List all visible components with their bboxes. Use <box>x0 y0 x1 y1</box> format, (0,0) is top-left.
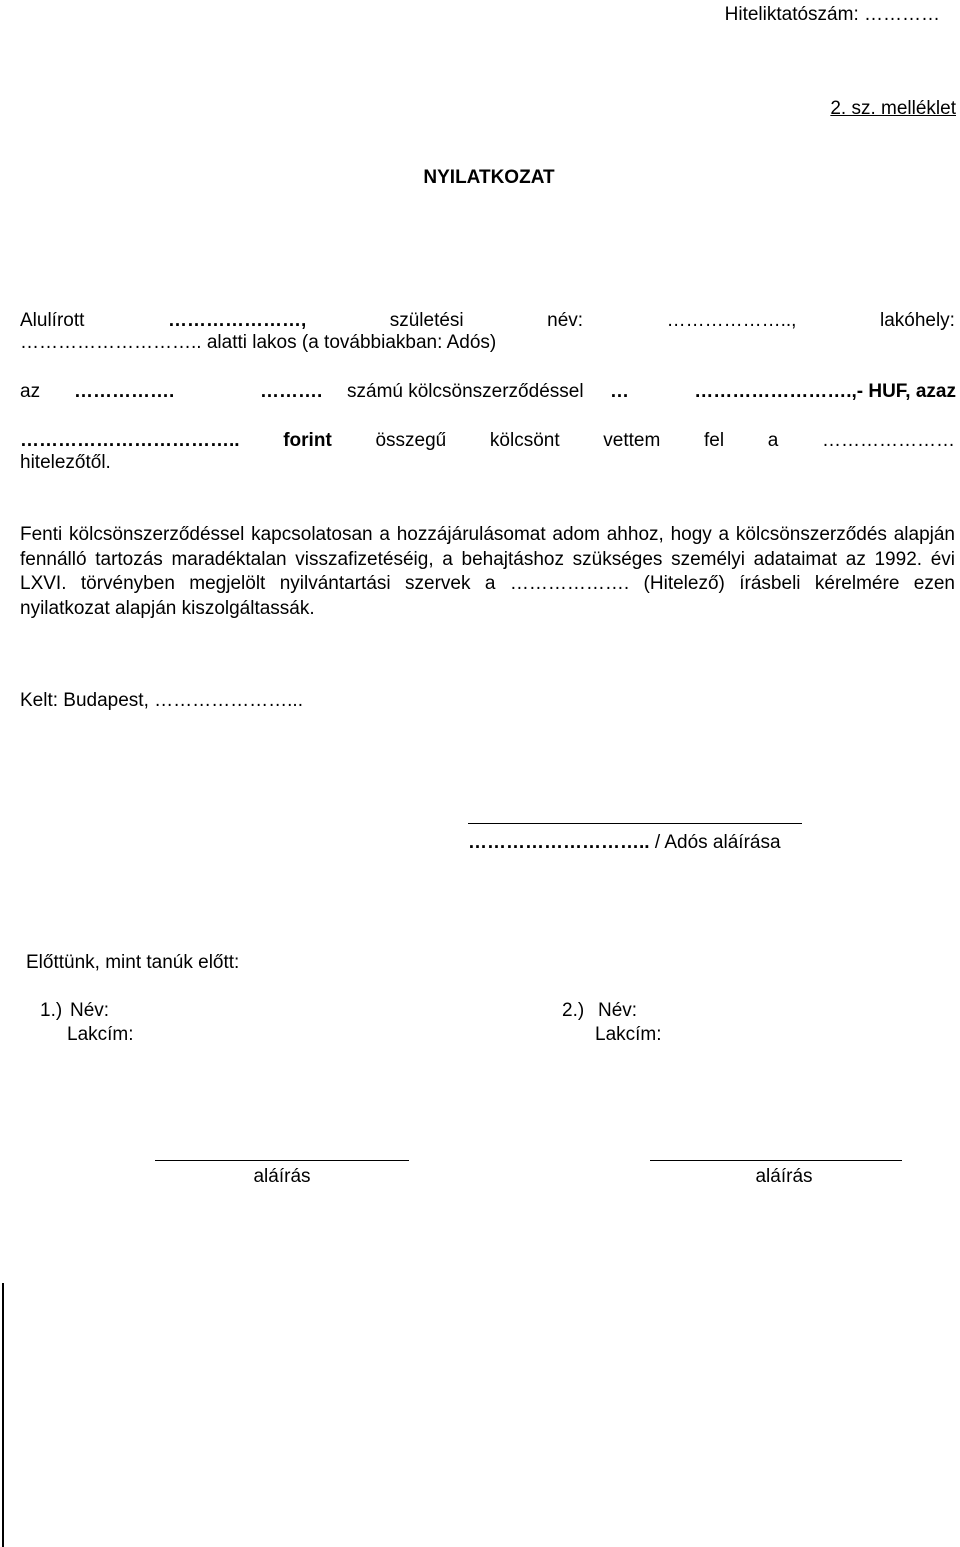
vettem-label: vettem <box>603 430 661 451</box>
az-label: az <box>20 381 41 402</box>
birth-label: születési <box>389 310 464 331</box>
alulirott-label: Alulírott <box>20 310 85 331</box>
annex-label: 2. sz. melléklet <box>830 98 956 119</box>
date-place: Kelt: Budapest, …………………... <box>20 690 303 711</box>
contract-label: számú kölcsönszerződéssel <box>347 381 584 402</box>
birth-name-blank: ……………….., <box>666 310 797 331</box>
fel-label: fel <box>703 430 725 451</box>
debtor-signature-caption <box>468 832 781 854</box>
loan-line <box>20 430 955 452</box>
lender-blank: ………………… <box>821 430 955 451</box>
kolcsont-label: kölcsönt <box>489 430 560 451</box>
contract-blank-2: ………. <box>260 381 323 402</box>
lender-suffix: hitelezőtől. <box>20 452 111 473</box>
witness-1-signature-line <box>155 1160 409 1161</box>
declarant-line-2: ……………………….. alatti lakos (a továbbiakban: Adós) <box>20 332 497 353</box>
reference-number: Hiteliktatószám: ………… <box>724 4 940 25</box>
witness-1-signature-label: aláírás <box>253 1166 311 1187</box>
witness-2-name-label: Név: <box>598 1000 638 1021</box>
witness-2-number: 2.) <box>562 1000 585 1021</box>
witness-2-signature-line <box>650 1160 902 1161</box>
consent-paragraph: Fenti kölcsönszerződéssel kapcsolatosan a hozzájárulásomat adom ahhoz, hogy a kölcsönszerződés alapján fennálló tartozás maradéktalan visszafizetéséig, a behajtáshoz szükséges személyi adataimat az 1992. évi LXVI. törvényben megjelölt nyilvántartási szervek a ………………. (Hitelező) írásbeli kérelmére ezen nyilatkozat alapján kiszolgáltassák. <box>20 524 955 619</box>
amount-huf: …………………….,- HUF, azaz <box>694 381 956 402</box>
name-blank: …………………, <box>167 310 307 331</box>
witness-2-address-label: Lakcím: <box>595 1024 662 1045</box>
page-title: NYILATKOZAT <box>423 167 555 188</box>
debtor-name-blank: ……………………….. <box>468 832 650 853</box>
debtor-signature-line <box>468 823 802 824</box>
a-label: a <box>767 430 779 451</box>
osszegu-label: összegű <box>375 430 447 451</box>
contract-blank-1: ……………. <box>74 381 175 402</box>
debtor-signature-label: / Adós aláírása <box>649 832 781 853</box>
witness-1-address-label: Lakcím: <box>67 1024 134 1045</box>
declarant-line-1 <box>20 310 955 332</box>
margin-line <box>2 1283 4 1547</box>
amount-blank-1: … <box>610 381 629 402</box>
witness-2-signature-label: aláírás <box>755 1166 813 1187</box>
witnesses-heading: Előttünk, mint tanúk előtt: <box>26 952 240 973</box>
name-label: név: <box>547 310 584 331</box>
forint-label: forint <box>283 430 332 451</box>
residence-label: lakóhely: <box>879 310 955 331</box>
witness-1-name-label: Név: <box>70 1000 110 1021</box>
witness-1-number: 1.) <box>40 1000 63 1021</box>
amount-words-blank: …………………………….. <box>20 430 240 451</box>
